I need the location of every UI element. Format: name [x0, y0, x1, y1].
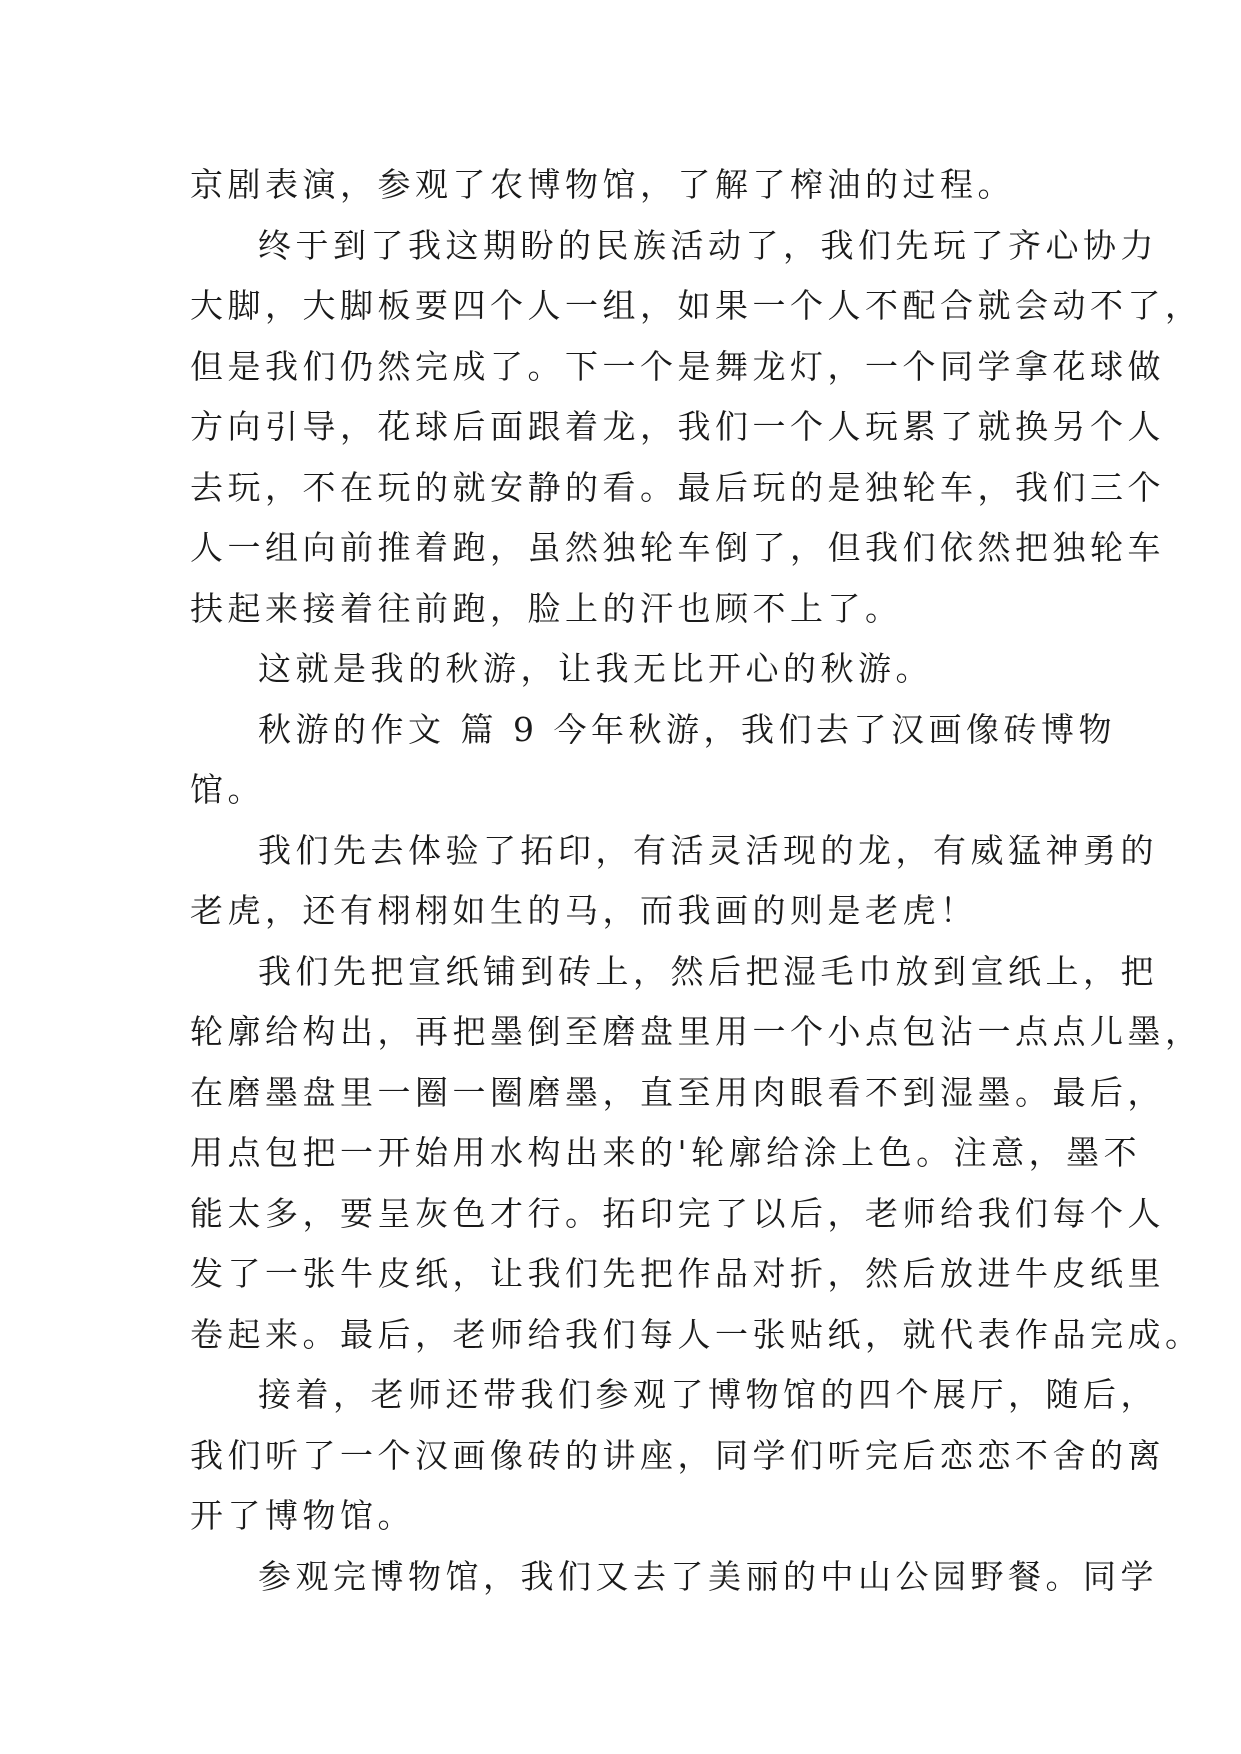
paragraph-first-line: 这就是我的秋游，让我无比开心的秋游。 [258, 649, 933, 688]
text-line: 用点包把一开始用水构出来的'轮廓给涂上色。注意，墨不 [190, 1133, 1142, 1172]
paragraph-first-line: 秋游的作文 篇 9 今年秋游，我们去了汉画像砖博物 [258, 709, 1116, 749]
text-line: 扶起来接着往前跑，脸上的汗也顾不上了。 [190, 588, 903, 628]
text-line: 轮廓给构出，再把墨倒至磨盘里用一个小点包沾一点点儿墨， [190, 1012, 1203, 1051]
text-line: 我们听了一个汉画像砖的讲座，同学们听完后恋恋不舍的离 [190, 1435, 1165, 1475]
text-line: 大脚，大脚板要四个人一组，如果一个人不配合就会动不了， [190, 286, 1203, 325]
text-line: 发了一张牛皮纸，让我们先把作品对折，然后放进牛皮纸里 [190, 1254, 1165, 1293]
text-line: 卷起来。最后，老师给我们每人一张贴纸，就代表作品完成。 [190, 1314, 1203, 1354]
paragraph-first-line: 终于到了我这期盼的民族活动了，我们先玩了齐心协力 [258, 225, 1158, 265]
text-line: 京剧表演，参观了农博物馆，了解了榨油的过程。 [190, 165, 1015, 204]
paragraph-first-line: 接着，老师还带我们参观了博物馆的四个展厅，随后， [258, 1375, 1158, 1414]
paragraph-first-line: 我们先去体验了拓印，有活灵活现的龙，有威猛神勇的 [258, 830, 1158, 870]
text-line: 老虎，还有栩栩如生的马，而我画的则是老虎！ [190, 891, 978, 930]
text-line: 但是我们仍然完成了。下一个是舞龙灯，一个同学拿花球做 [190, 346, 1165, 386]
text-line: 开了博物馆。 [190, 1496, 415, 1535]
text-line: 去玩，不在玩的就安静的看。最后玩的是独轮车，我们三个 [190, 467, 1165, 507]
text-line: 在磨墨盘里一圈一圈磨墨，直至用肉眼看不到湿墨。最后， [190, 1072, 1165, 1112]
essay-text-block [190, 155, 1203, 1607]
paragraph-first-line: 我们先把宣纸铺到砖上，然后把湿毛巾放到宣纸上，把 [258, 951, 1158, 991]
text-line: 能太多，要呈灰色才行。拓印完了以后，老师给我们每个人 [190, 1193, 1165, 1233]
paragraph-first-line: 参观完博物馆，我们又去了美丽的中山公园野餐。同学 [258, 1556, 1158, 1596]
text-line: 馆。 [190, 770, 265, 809]
text-line: 人一组向前推着跑，虽然独轮车倒了，但我们依然把独轮车 [190, 528, 1165, 567]
text-line: 方向引导，花球后面跟着龙，我们一个人玩累了就换另个人 [190, 407, 1165, 446]
